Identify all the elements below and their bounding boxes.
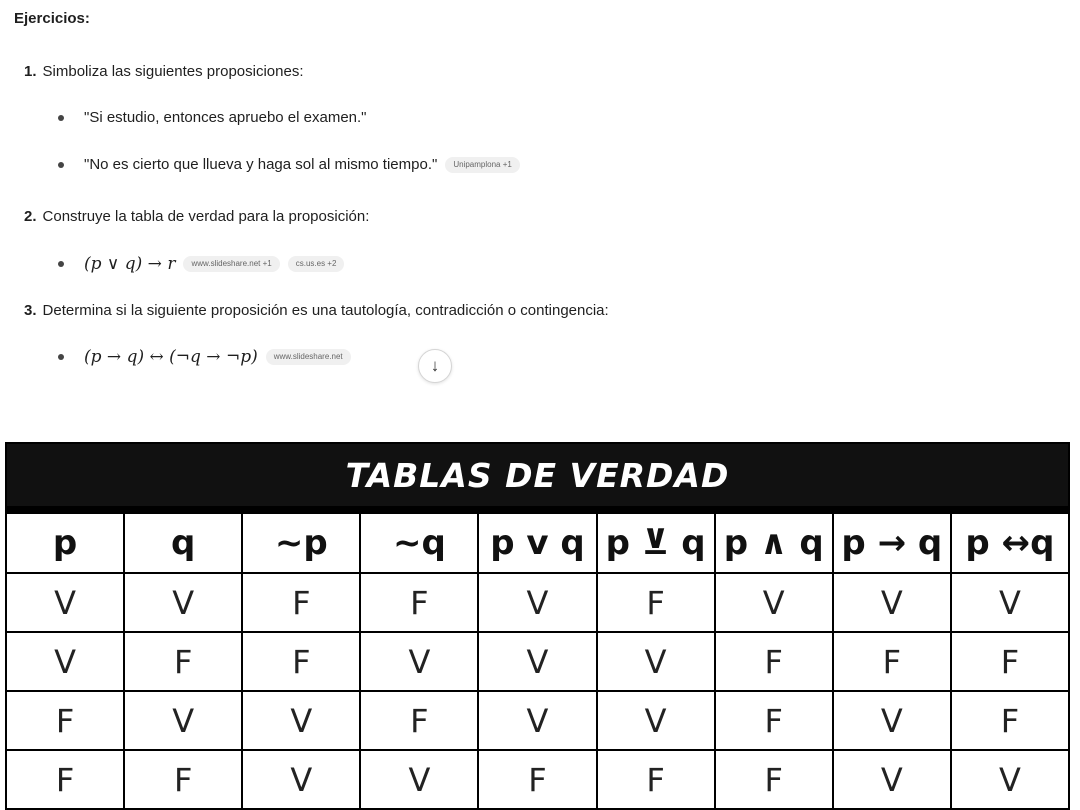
exercise-number: 3. [24,302,37,319]
table-cell: F [6,750,124,809]
table-cell: F [951,691,1069,750]
bullet-dot [58,115,64,121]
source-chip-unipamplona[interactable]: Unipamplona +1 [445,157,519,173]
exercise-number: 1. [24,63,37,80]
bullet-dot [58,162,64,168]
column-header: p ∧ q [715,510,833,573]
table-cell: F [242,632,360,691]
exercise-2-bullet-1 [58,254,344,274]
table-cell: V [833,691,951,750]
table-cell: V [360,750,478,809]
arrow-down-icon: ↓ [430,356,440,375]
table-cell: F [715,632,833,691]
truth-table-header-row [6,510,1069,573]
table-cell: V [478,573,596,632]
source-chip-slideshare[interactable]: www.slideshare.net +1 [183,256,279,272]
table-row [6,573,1069,632]
column-header: ~q [360,510,478,573]
table-cell: V [124,691,242,750]
proposition-text: "No es cierto que llueva y haga sol al mismo tiempo." [84,156,438,173]
table-cell: V [242,750,360,809]
table-cell: F [597,573,715,632]
source-chip-csuses[interactable]: cs.us.es +2 [288,256,345,272]
exercise-text: Construye la tabla de verdad para la proposición: [42,208,370,225]
exercise-3-bullet-1 [58,347,351,367]
table-cell: F [478,750,596,809]
exercise-text: Determina si la siguiente proposición es una tautología, contradicción o contingencia: [42,302,609,319]
exercise-3 [24,302,609,319]
table-cell: F [597,750,715,809]
truth-table-image [5,442,1070,810]
column-header: p [6,510,124,573]
table-cell: V [478,632,596,691]
column-header: p → q [833,510,951,573]
exercise-number: 2. [24,208,37,225]
source-chip-slideshare[interactable]: www.slideshare.net [266,349,351,365]
column-header: p v q [478,510,596,573]
table-cell: V [833,573,951,632]
table-cell: V [242,691,360,750]
table-cell: F [124,632,242,691]
table-row [6,750,1069,809]
scroll-down-button[interactable] [418,349,452,383]
exercise-text: Simboliza las siguientes proposiciones: [42,63,304,80]
table-row [6,691,1069,750]
exercises-heading: Ejercicios: [14,10,90,27]
table-cell: V [597,632,715,691]
table-cell: F [6,691,124,750]
exercise-1-bullet-2 [58,156,520,173]
table-cell: V [124,573,242,632]
truth-table-body [6,573,1069,809]
table-cell: V [360,632,478,691]
table-cell: F [715,691,833,750]
table-cell: F [242,573,360,632]
table-cell: V [478,691,596,750]
column-header: p ↔q [951,510,1069,573]
table-cell: V [715,573,833,632]
column-header: p ⊻ q [597,510,715,573]
table-cell: V [833,750,951,809]
truth-table-title: TABLAS DE VERDAD [6,443,1069,510]
table-cell: F [715,750,833,809]
formula-text: (p ∨ q) → r [84,254,176,274]
table-cell: V [6,573,124,632]
table-row [6,632,1069,691]
formula-text: (p → q) ↔ (¬q → ¬p) [84,347,258,367]
table-cell: V [597,691,715,750]
column-header: ~p [242,510,360,573]
table-cell: F [833,632,951,691]
proposition-text: "Si estudio, entonces apruebo el examen." [84,109,367,126]
table-cell: V [6,632,124,691]
column-header: q [124,510,242,573]
exercise-1 [24,63,304,80]
table-cell: V [951,573,1069,632]
table-cell: F [360,573,478,632]
table-cell: F [360,691,478,750]
table-cell: V [951,750,1069,809]
exercise-1-bullet-1 [58,109,367,126]
exercise-2 [24,208,369,225]
table-cell: F [124,750,242,809]
bullet-dot [58,354,64,360]
table-cell: F [951,632,1069,691]
bullet-dot [58,261,64,267]
